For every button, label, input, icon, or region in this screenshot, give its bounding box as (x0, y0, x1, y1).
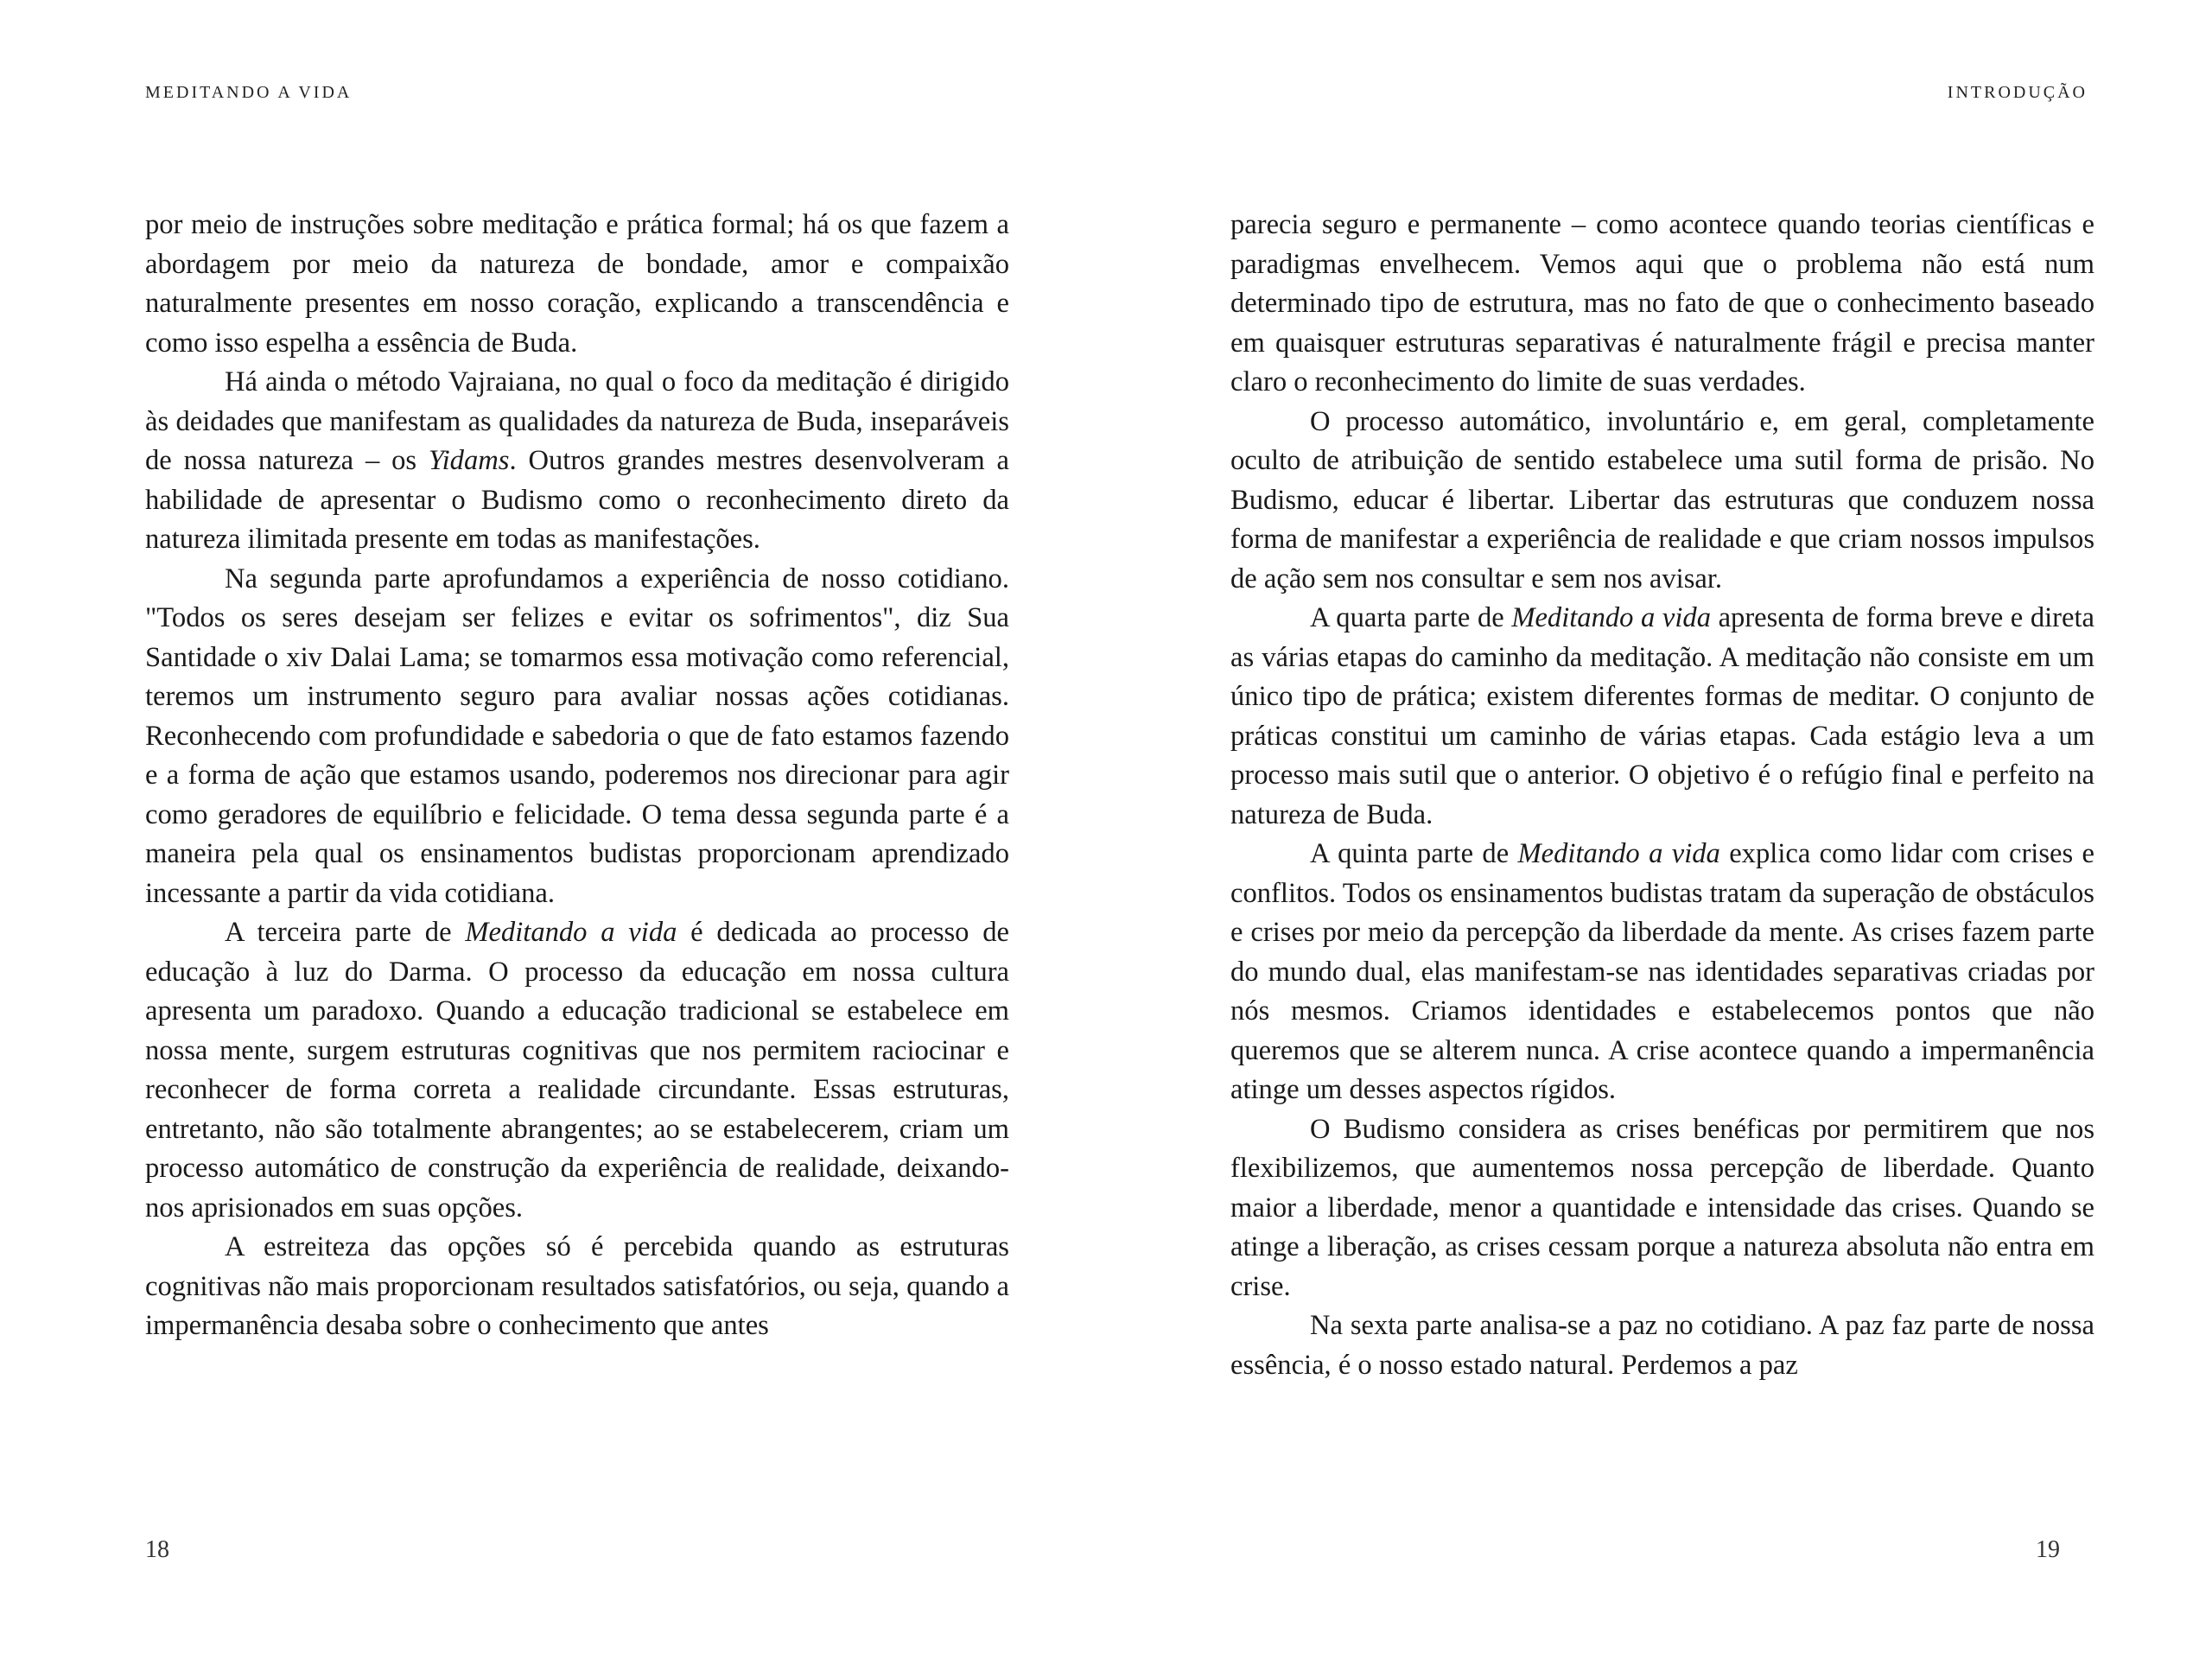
page-number-left: 18 (145, 1536, 169, 1563)
body-text-left (145, 206, 1009, 1346)
paragraph: A estreiteza das opções só é percebida quando as estruturas cognitivas não mais proporcionam resultados satisfatórios, ou seja, quando a impermanência desaba sobre o conhecimento que antes (145, 1231, 1009, 1341)
paragraph: por meio de instruções sobre meditação e prática formal; há os que fazem a abordagem por meio da natureza de bondade, amor e compaixão naturalmente presentes em nosso coração, explicando a transcendência e como isso espelha a essência de Buda. (145, 209, 1009, 359)
paragraph: A terceira parte de Meditando a vida é dedicada ao processo de educação à luz do Darma. O processo da educação em nossa cultura apresenta um paradoxo. Quando a educação tradicional se estabelece em nossa mente, surgem estruturas cognitivas que nos permitem raciocinar e reconhecer de forma correta a realidade circundante. Essas estruturas, entretanto, não são totalmente abrangentes; ao se estabelecerem, criam um processo automático de construção da experiência de realidade, deixando-nos aprisionados em suas opções. (145, 917, 1009, 1224)
book-title-italic: Meditando a vida (1517, 838, 1720, 869)
book-title-italic: Meditando a vida (1511, 602, 1711, 633)
book-title-italic: Meditando a vida (465, 917, 677, 948)
right-page (1106, 0, 2212, 1659)
paragraph: Há ainda o método Vajraiana, no qual o foco da meditação é dirigido às deidades que manifestam as qualidades da natureza de Buda, inseparáveis de nossa natureza – os Yidams. Outros grandes mestres desenvolveram a habilidade de apresentar o Budismo como o reconhecimento direto da natureza ilimitada presente em todas as manifestações. (145, 366, 1009, 555)
paragraph: O processo automático, involuntário e, em geral, completamente oculto de atribuição de sentido estabelece uma sutil forma de prisão. No Budismo, educar é libertar. Libertar das estruturas que conduzem nossa forma de manifestar a experiência de realidade e que criam nossos impulsos de ação sem nos consultar e sem nos avisar. (1230, 405, 2094, 594)
paragraph: A quinta parte de Meditando a vida explica como lidar com crises e conflitos. Todos os ensinamentos budistas tratam da superação de obstáculos e crises por meio da percepção da liberdade da mente. As crises fazem parte do mundo dual, elas manifestam-se nas identidades separativas criadas por nós mesmos. Criamos identidades e estabelecemos pontos que não queremos que se alterem nunca. A crise acontece quando a impermanência atinge um desses aspectos rígidos. (1230, 838, 2094, 1105)
italic-term: Yidams (428, 445, 510, 476)
page-number-right: 19 (2036, 1536, 2060, 1563)
paragraph: Na segunda parte aprofundamos a experiência de nosso cotidiano. "Todos os seres desejam ser felizes e evitar os sofrimentos", diz Sua Santidade o xiv Dalai Lama; se tomarmos essa motivação como referencial, teremos um instrumento seguro para avaliar nossas ações cotidianas. Reconhecendo com profundidade e sabedoria o que de fato estamos fazendo e a forma de ação que estamos usando, poderemos nos direcionar para agir como geradores de equilíbrio e felicidade. O tema dessa segunda parte é a maneira pela qual os ensinamentos budistas proporcionam aprendizado incessante a partir da vida cotidiana. (145, 563, 1009, 909)
paragraph: Na sexta parte analisa-se a paz no cotidiano. A paz faz parte de nossa essência, é o nosso estado natural. Perdemos a paz (1230, 1310, 2094, 1381)
paragraph: O Budismo considera as crises benéficas por permitirem que nos flexibilizemos, que aumentemos nossa percepção de liberdade. Quanto maior a liberdade, menor a quantidade e intensidade das crises. Quando se atinge a liberação, as crises cessam porque a natureza absoluta não entra em crise. (1230, 1113, 2094, 1302)
paragraph: parecia seguro e permanente – como acontece quando teorias científicas e paradigmas envelhecem. Vemos aqui que o problema não está num determinado tipo de estrutura, mas no fato de que o conhecimento baseado em quaisquer estruturas separativas é naturalmente frágil e precisa manter claro o reconhecimento do limite de suas verdades. (1230, 209, 2094, 397)
body-text-right (1230, 206, 2094, 1385)
running-head-left: MEDITANDO A VIDA (145, 83, 353, 102)
paragraph: A quarta parte de Meditando a vida apresenta de forma breve e direta as várias etapas do caminho da meditação. A meditação não consiste em um único tipo de prática; existem diferentes formas de meditar. O conjunto de práticas constitui um caminho de várias etapas. Cada estágio leva a um processo mais sutil que o anterior. O objetivo é o refúgio final e perfeito na natureza de Buda. (1230, 602, 2094, 830)
running-head-right: INTRODUÇÃO (1947, 83, 2088, 102)
